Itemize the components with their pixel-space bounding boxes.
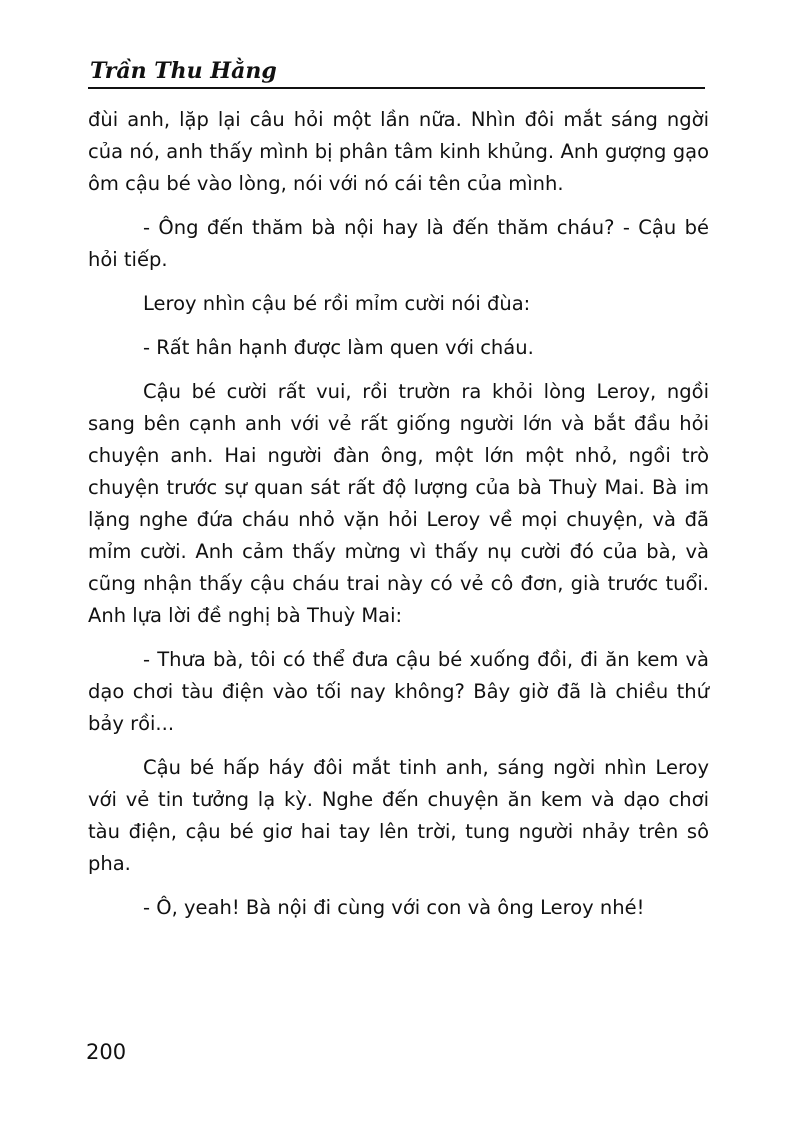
paragraph-4: - Rất hân hạnh được làm quen với cháu.: [143, 336, 534, 359]
paragraph-7: Cậu bé hấp háy đôi mắt tinh anh, sáng ngời nhìn Leroy với vẻ tin tưởng lạ kỳ. Nghe đến chuyện ăn kem và dạo chơi tàu điện, cậu bé giơ hai tay lên trời, tung người nhảy trên sô pha.: [88, 756, 709, 875]
page-number: 200: [86, 1040, 127, 1064]
paragraph-5: Cậu bé cười rất vui, rồi trườn ra khỏi lòng Leroy, ngồi sang bên cạnh anh với vẻ rất giống người lớn và bắt đầu hỏi chuyện anh. Hai người đàn ông, một lớn một nhỏ, ngồi trò chuyện trước sự quan sát rất độ lượng của bà Thuỳ Mai. Bà im lặng nghe đứa cháu nhỏ vặn hỏi Leroy về mọi chuyện, và đã mỉm cười. Anh cảm thấy mừng vì thấy nụ cười đó của bà, và cũng nhận thấy cậu cháu trai này có vẻ cô đơn, già trước tuổi. Anh lựa lời đề nghị bà Thuỳ Mai:: [88, 380, 709, 627]
running-head-author: Trần Thu Hằng: [90, 58, 277, 84]
header-rule: [88, 87, 705, 89]
body-text: [88, 104, 709, 936]
paragraph-1: đùi anh, lặp lại câu hỏi một lần nữa. Nhìn đôi mắt sáng ngời của nó, anh thấy mình bị phân tâm kinh khủng. Anh gượng gạo ôm cậu bé vào lòng, nói với nó cái tên của mình.: [88, 108, 709, 195]
paragraph-6: - Thưa bà, tôi có thể đưa cậu bé xuống đồi, đi ăn kem và dạo chơi tàu điện vào tối nay không? Bây giờ đã là chiều thứ bảy rồi...: [88, 648, 709, 735]
paragraph-3: Leroy nhìn cậu bé rồi mỉm cười nói đùa:: [143, 292, 531, 315]
paragraph-8: - Ô, yeah! Bà nội đi cùng với con và ông Leroy nhé!: [143, 896, 645, 919]
paragraph-2: - Ông đến thăm bà nội hay là đến thăm cháu? - Cậu bé hỏi tiếp.: [88, 216, 709, 271]
